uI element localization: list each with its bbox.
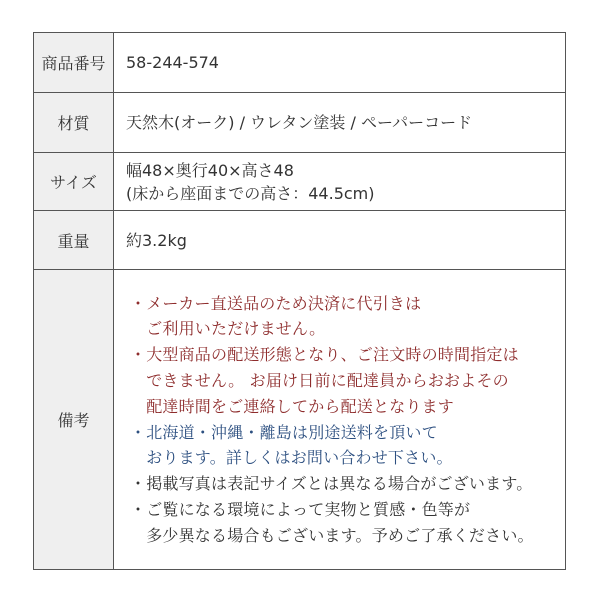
size-value	[114, 153, 566, 211]
material-value: 天然木(オーク) / ウレタン塗装 / ペーパーコード	[114, 93, 566, 153]
remark-line: 多少異なる場合もございます。予めご了承ください。	[130, 525, 534, 545]
spec-row-product-number	[34, 33, 566, 93]
size-seat-height: (床から座面までの高さ：44.5cm)	[126, 183, 375, 203]
size-label: サイズ	[34, 153, 114, 211]
remark-line: ・ご覧になる環境によって実物と質感・色等が	[130, 499, 471, 519]
remark-line: ・北海道・沖縄・離島は別途送料を頂いて	[130, 422, 438, 442]
remarks-label: 備考	[34, 270, 114, 570]
spec-row-weight	[34, 211, 566, 270]
spec-row-size	[34, 153, 566, 211]
remarks-value	[114, 270, 566, 570]
product-number-value: 58-244-574	[114, 33, 566, 93]
remark-line: ・メーカー直送品のため決済に代引きは	[130, 293, 422, 313]
size-dimensions: 幅48×奥行40×高さ48	[126, 160, 294, 180]
product-spec-table	[33, 32, 566, 570]
product-number-label: 商品番号	[34, 33, 114, 93]
remark-line: ご利用いただけません。	[130, 319, 326, 339]
weight-label: 重量	[34, 211, 114, 270]
remark-line: ・大型商品の配送形態となり、ご注文時の時間指定は	[130, 345, 519, 365]
material-label: 材質	[34, 93, 114, 153]
remark-line: できません。 お届け日前に配達員からおおよその	[130, 370, 509, 390]
remarks-list	[126, 291, 565, 549]
remark-line: おります。詳しくはお問い合わせ下さい。	[130, 448, 453, 468]
weight-value: 約3.2kg	[114, 211, 566, 270]
remark-line: ・掲載写真は表記サイズとは異なる場合がございます。	[130, 474, 533, 494]
spec-row-material	[34, 93, 566, 153]
remark-line: 配達時間をご連絡してから配送となります	[130, 396, 455, 416]
spec-row-remarks	[34, 270, 566, 570]
